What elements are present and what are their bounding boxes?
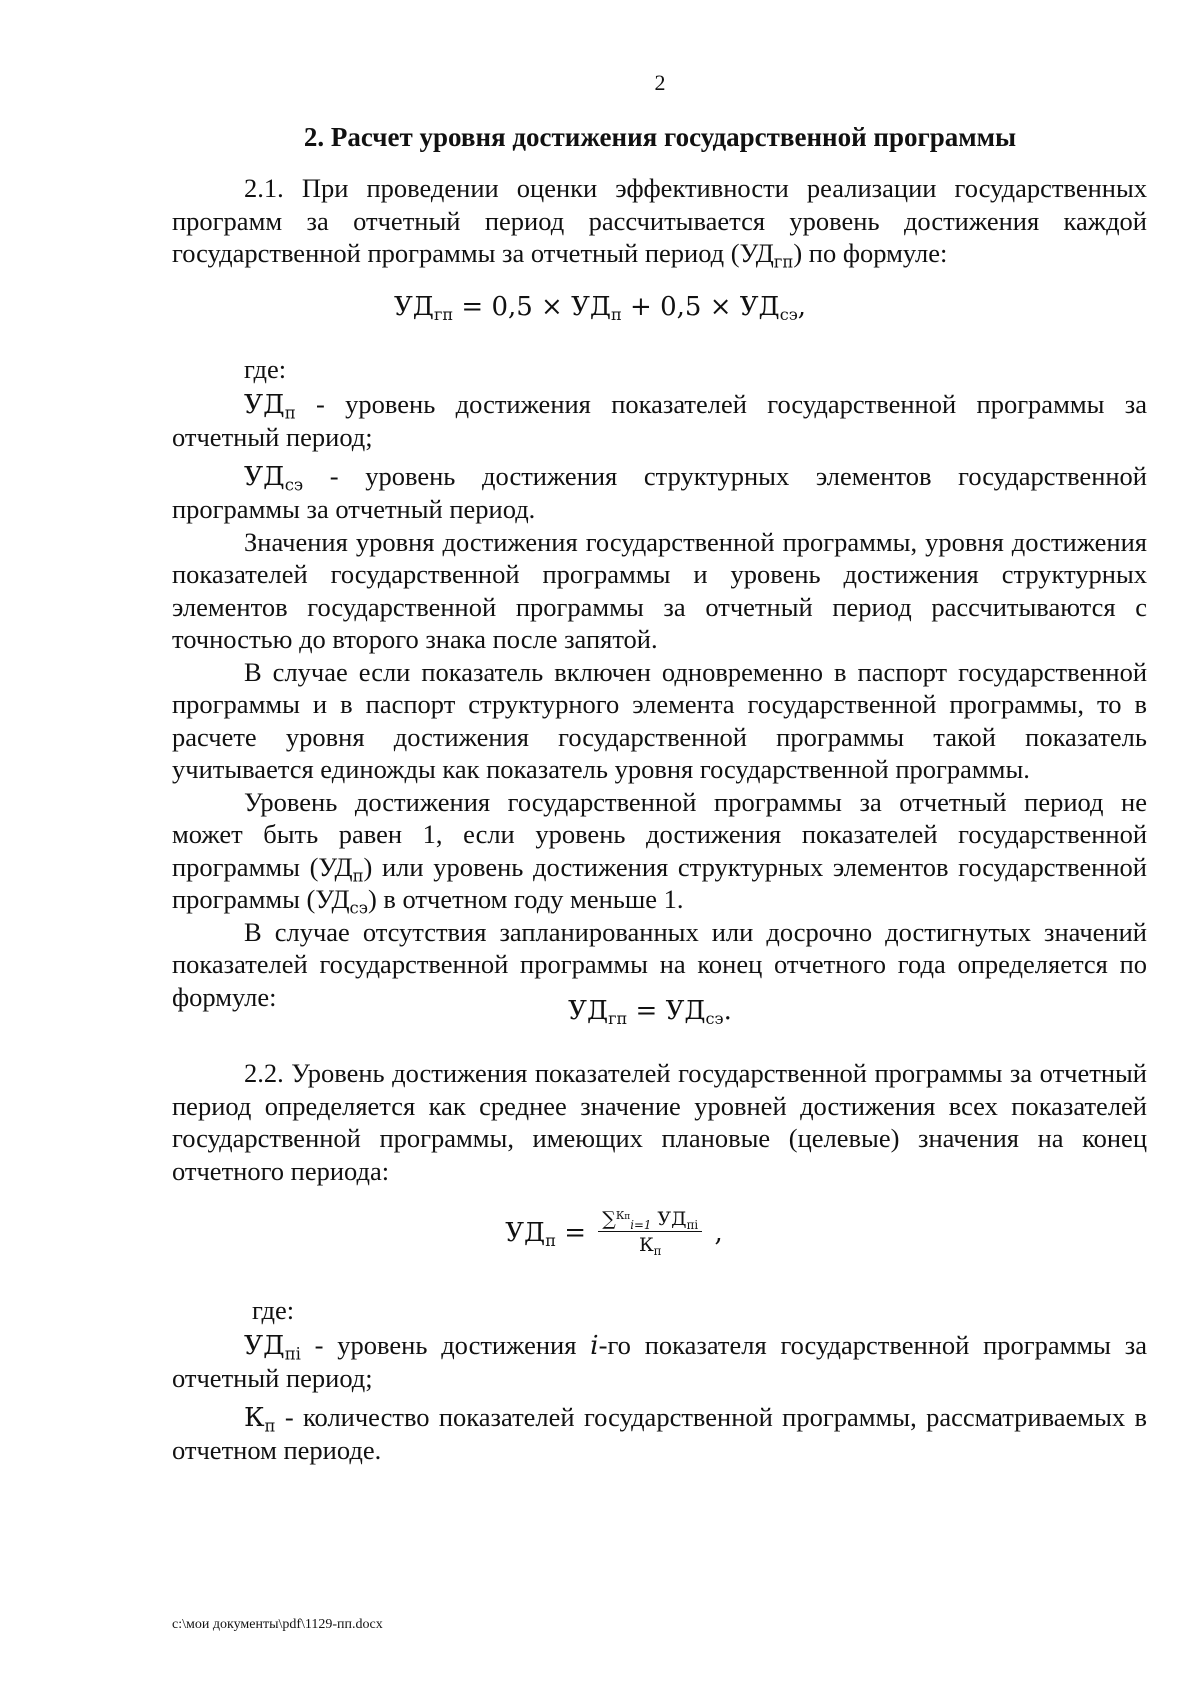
where-label-2: где:: [252, 1295, 295, 1325]
section-title: 2. Расчет уровня достижения государственной программы: [303, 122, 1017, 152]
fraction-denominator: $К_п$: [638, 1234, 662, 1258]
definitions-block-2: [172, 1294, 1147, 1467]
formula-udp-average: $УД_п$ = $\frac{\sum^{Кп}_{i=1} УД_{пi}}{К_п}$ ,: [505, 1208, 723, 1258]
fraction: [598, 1207, 702, 1258]
definition-udse: $УД_{сэ}$ - уровень достижения структурных элементов государственной программы за отчетный период.: [172, 460, 1147, 524]
paragraph-passport: В случае если показатель включен одновременно в паспорт государственной программы и в паспорт структурного элемента государственной программы, то в расчете уровня достижения государственной программы такой показатель учитывается единожды как показатель уровня государственной программы.: [172, 656, 1147, 784]
fraction-numerator: ∑$^{Кп}_{i=1}$ $УД_{пi}$: [598, 1207, 702, 1232]
formula-udgp: $УД_{гп} = 0,5 \times УД_п + 0,5 \times УД_{сэ}$,: [394, 292, 806, 325]
paragraph-2-1: 2.1. При проведении оценки эффективности реализации государственных программ за отчетный период рассчитывается уровень достижения каждой государственной программы за отчетный период $(УД_{гп})$ по формуле:: [172, 173, 1147, 272]
formula-udgp-equals-udse: $УД_{гп} = УД_{сэ}$.: [568, 996, 732, 1029]
definitions-block-1: [172, 353, 1147, 1013]
paragraph-2-2: 2.2. Уровень достижения показателей государственной программы за отчетный период определяется как среднее значение уровней достижения всех показателей государственной программы, имеющих плановые (целевые) значения на конец отчетного периода:: [172, 1058, 1147, 1186]
page-number: 2: [654, 70, 666, 95]
where-label: где:: [244, 354, 287, 384]
footer-file-path: c:\мои документы\pdf\1129-пп.docx: [172, 1617, 383, 1632]
paragraph-level: Уровень достижения государственной программы за отчетный период не может быть равен 1, если уровень достижения показателей государственной программы $(УД_п)$ или уровень достижения структурных элементов государственной программы $(УД_{сэ})$ в отчетном году меньше 1.: [172, 786, 1147, 918]
paragraph-precision: Значения уровня достижения государственной программы, уровня достижения показателей государственной программы и уровень достижения структурных элементов государственной программы за отчетный период рассчитываются с точностью до второго знака после запятой.: [172, 526, 1147, 654]
definition-udpi: $УД_{пi}$ - уровень достижения i-го показателя государственной программы за отчетный период;: [172, 1329, 1147, 1393]
definition-udp: $УД_п$ - уровень достижения показателей государственной программы за отчетный период;: [172, 388, 1147, 452]
paragraph-absence: В случае отсутствия запланированных или досрочно достигнутых значений показателей государственной программы на конец отчетного года определяется по формуле:: [172, 916, 1147, 1012]
definition-kp: $К_п$ - количество показателей государственной программы, рассматриваемых в отчетном периоде.: [172, 1401, 1147, 1465]
